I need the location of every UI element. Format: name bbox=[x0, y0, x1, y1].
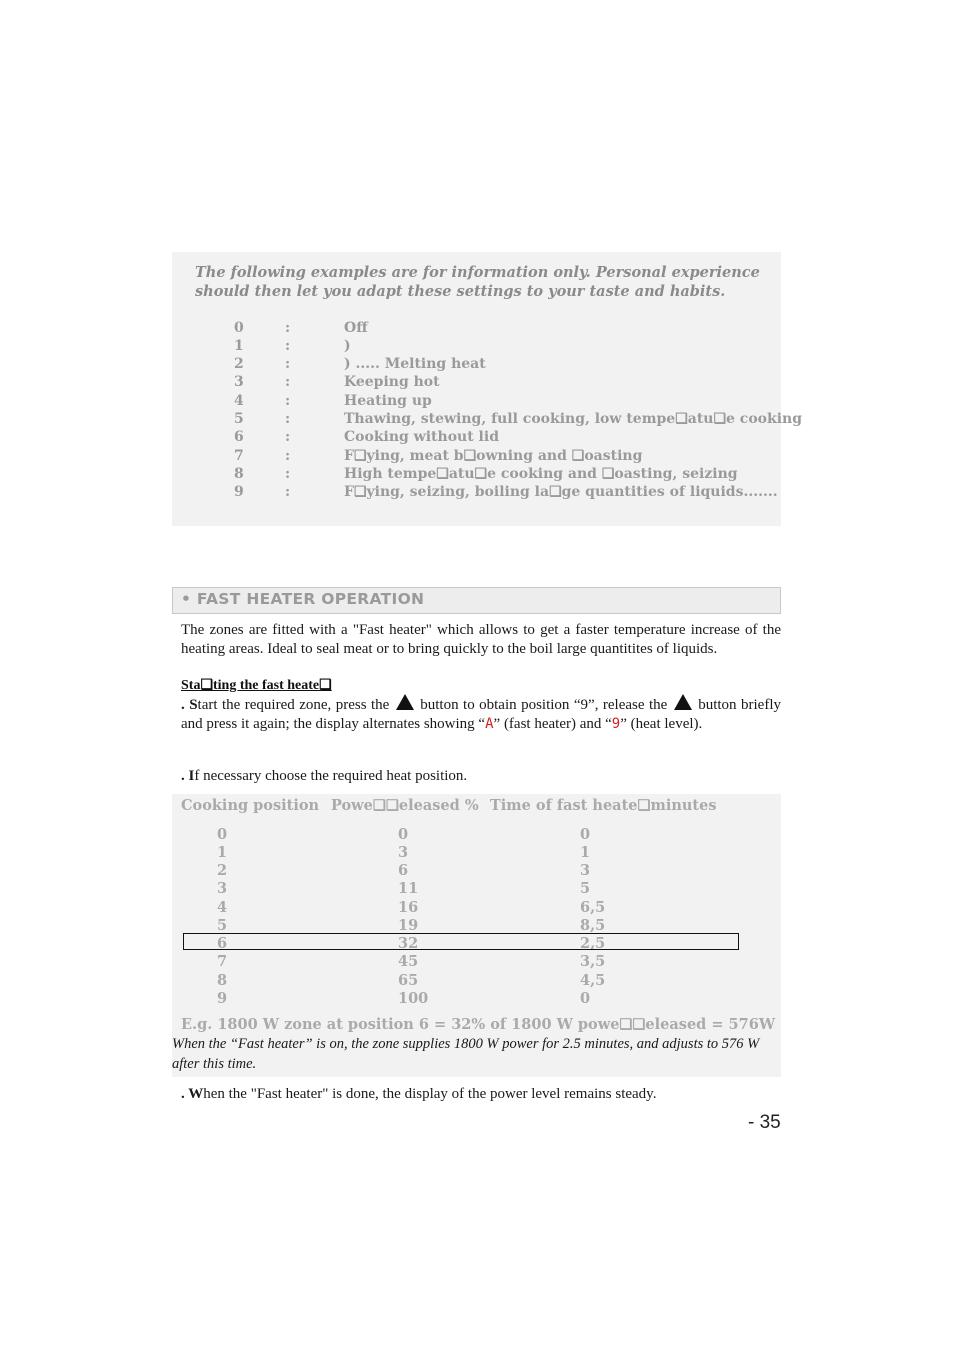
level-description: F❑ying, seizing, boiling la❑ge quantities of liquids....... bbox=[344, 484, 778, 500]
table-cell: 4 bbox=[217, 899, 228, 916]
step-text: ” (fast heater) and “ bbox=[493, 715, 612, 732]
intro-text: The following examples are for information only. Personal experience should then let you adapt these settings to your taste and habits. bbox=[195, 264, 760, 300]
table-cell: 9 bbox=[217, 990, 228, 1007]
example-calculation: E.g. 1800 W zone at position 6 = 32% of 1800 W powe❑❑eleased = 576W bbox=[181, 1016, 776, 1033]
level-number: 8 bbox=[234, 466, 244, 482]
column-header: Cooking position bbox=[181, 797, 320, 814]
table-cell: 19 bbox=[398, 917, 419, 934]
column-header: Powe❑❑eleased % bbox=[331, 797, 479, 814]
level-number: 7 bbox=[234, 448, 244, 464]
table-cell: 3,5 bbox=[580, 953, 606, 970]
highlight-frame bbox=[183, 933, 739, 950]
table-cell: 100 bbox=[398, 990, 429, 1007]
section-heading: • FAST HEATER OPERATION bbox=[181, 590, 425, 608]
level-number: 6 bbox=[234, 429, 244, 445]
table-cell: 6 bbox=[217, 935, 228, 952]
level-description: Thawing, stewing, full cooking, low tempe❑atu❑e cooking bbox=[344, 411, 802, 427]
table-cell: 65 bbox=[398, 972, 419, 989]
step-start-paragraph bbox=[181, 694, 781, 733]
table-cell: 5 bbox=[580, 880, 591, 897]
table-cell: 1 bbox=[580, 844, 591, 861]
table-cell: 0 bbox=[580, 990, 591, 1007]
table-cell: 11 bbox=[398, 880, 419, 897]
table-cell: 5 bbox=[217, 917, 228, 934]
level-description: F❑ying, meat b❑owning and ❑oasting bbox=[344, 448, 643, 464]
step-prefix: . I bbox=[181, 768, 195, 784]
level-number: 5 bbox=[234, 411, 244, 427]
table-cell: 6,5 bbox=[580, 899, 606, 916]
table-cell: 8,5 bbox=[580, 917, 606, 934]
step-text: f necessary choose the required heat position. bbox=[194, 768, 468, 784]
display-code-level: 9 bbox=[611, 715, 621, 732]
table-cell: 6 bbox=[398, 862, 409, 879]
display-code-fast-heater: A bbox=[485, 715, 494, 732]
table-cell: 1 bbox=[217, 844, 228, 861]
table-cell: 3 bbox=[580, 862, 591, 879]
note-text: When the “Fast heater” is on, the zone supplies 1800 W power for 2.5 minutes, and adjusts to 576 W after this time. bbox=[172, 1036, 760, 1072]
level-colon: : bbox=[285, 448, 291, 464]
level-colon: : bbox=[285, 374, 291, 390]
step-done-paragraph bbox=[181, 1085, 781, 1104]
level-number: 2 bbox=[234, 356, 244, 372]
level-colon: : bbox=[285, 338, 291, 354]
table-cell: 8 bbox=[217, 972, 228, 989]
level-description: Cooking without lid bbox=[344, 429, 499, 445]
table-cell: 4,5 bbox=[580, 972, 606, 989]
table-cell: 7 bbox=[217, 953, 228, 970]
level-description: High tempe❑atu❑e cooking and ❑oasting, seizing bbox=[344, 466, 738, 482]
table-cell: 0 bbox=[398, 826, 409, 843]
step-prefix: . S bbox=[181, 697, 198, 713]
table-cell: 32 bbox=[398, 935, 419, 952]
level-colon: : bbox=[285, 356, 291, 372]
level-colon: : bbox=[285, 411, 291, 427]
level-description: ) bbox=[344, 338, 351, 354]
page-number: - 35 bbox=[748, 1112, 781, 1133]
level-number: 0 bbox=[234, 320, 244, 336]
description-paragraph: The zones are fitted with a "Fast heater" which allows to get a faster temperature increase of the heating areas. Ideal to seal meat or to bring quickly to the boil large quantitites of liquids. bbox=[181, 622, 781, 657]
level-description: Heating up bbox=[344, 393, 432, 409]
table-cell: 0 bbox=[217, 826, 228, 843]
up-triangle-icon bbox=[674, 694, 692, 710]
table-cell: 2 bbox=[217, 862, 228, 879]
level-description: ) ..... Melting heat bbox=[344, 356, 486, 372]
table-cell: 2,5 bbox=[580, 935, 606, 952]
step-choose-paragraph bbox=[181, 767, 781, 786]
table-cell: 3 bbox=[398, 844, 409, 861]
step-text: button briefly and press it again; the display alternates showing “ bbox=[181, 697, 781, 732]
starting-heading: Sta❑ting the fast heate❑ bbox=[181, 678, 332, 693]
level-colon: : bbox=[285, 484, 291, 500]
level-description: Keeping hot bbox=[344, 374, 440, 390]
table-cell: 16 bbox=[398, 899, 419, 916]
table-cell: 0 bbox=[580, 826, 591, 843]
level-description: Off bbox=[344, 320, 368, 336]
step-text: ” (heat level). bbox=[620, 715, 703, 732]
step-text: hen the "Fast heater" is done, the display of the power level remains steady. bbox=[203, 1086, 657, 1102]
level-number: 1 bbox=[234, 338, 244, 354]
level-colon: : bbox=[285, 466, 291, 482]
up-triangle-icon bbox=[396, 694, 414, 710]
level-number: 3 bbox=[234, 374, 244, 390]
level-colon: : bbox=[285, 429, 291, 445]
step-text: tart the required zone, press the bbox=[197, 697, 390, 713]
table-cell: 3 bbox=[217, 880, 228, 897]
step-text: button to obtain position “9”, release the bbox=[420, 697, 668, 713]
table-cell: 45 bbox=[398, 953, 419, 970]
column-header: Time of fast heate❑minutes bbox=[490, 797, 717, 814]
level-number: 4 bbox=[234, 393, 244, 409]
step-prefix: . W bbox=[181, 1086, 204, 1102]
level-colon: : bbox=[285, 393, 291, 409]
level-colon: : bbox=[285, 320, 291, 336]
level-number: 9 bbox=[234, 484, 244, 500]
